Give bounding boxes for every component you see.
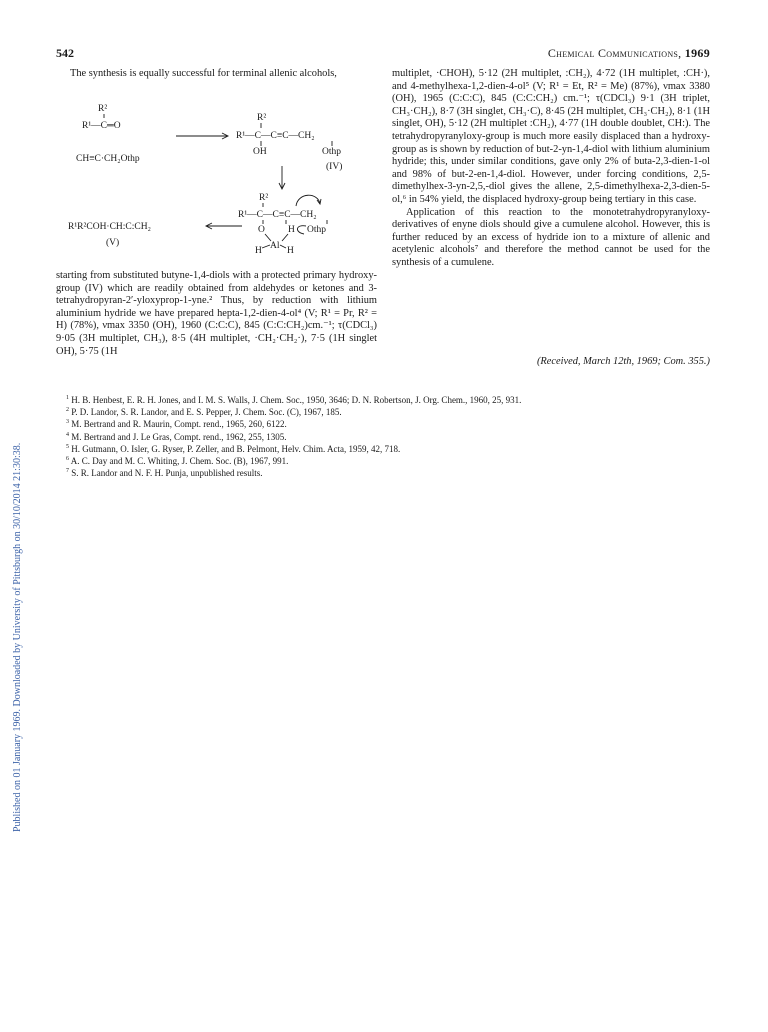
download-notice: Published on 01 January 1969. Downloaded by University of Pittsburgh on 30/10/2014 21:30:38. (12, 442, 23, 832)
scheme-complex-h3: H (287, 246, 294, 256)
scheme-reactant-r2: R² (98, 104, 108, 114)
scheme-complex-al: Al (270, 241, 280, 251)
running-header (548, 46, 710, 61)
reference-item: $^2$ P. D. Landor, S. R. Landor, and E. S. Pepper, J. Chem. Soc. (C), 1967, 185. (66, 407, 342, 418)
left-column-intro (56, 68, 377, 81)
reaction-scheme (56, 96, 386, 271)
scheme-complex-othp: Othp (307, 225, 326, 235)
reference-item: $^1$ H. B. Henbest, E. R. H. Jones, and I. M. S. Walls, J. Chem. Soc., 1950, 3646; D. N. Robertson, J. Org. Chem., 1960, 25, 931. (66, 395, 522, 405)
reference-item: $^3$ M. Bertrand and R. Maurin, Compt. rend., 1965, 260, 6122. (66, 419, 287, 430)
scheme-allene-product: R¹R²COH·CH:C:CH₂ (68, 222, 151, 232)
left-body-paragraph: starting from substituted butyne-1,4-diols with a protected primary hydroxy-group (IV) which are readily obtained from aldehydes or ketones and 3-tetrahydropyran-2′-yloxyprop-1-yne.² Thus, by reduction with lithium aluminium hydride we have prepared hepta-1,2-dien-4-ol⁴ (V; R¹ = Pr, R² = H) (78%), νmax 3350 (OH), 1960 (C:C:C), 845 (C:C:CH₂)cm.⁻¹; τ(CDCl₃) 9·05 (3H multiplet, CH₃), 8·5 (4H multiplet, ·CH₂·CH₂·), 7·5 (1H singlet OH), 5·75 (1H (56, 270, 377, 357)
intro-paragraph: The synthesis is equally successful for terminal allenic alcohols, (70, 68, 337, 79)
scheme-propyne: CH≡C·CH₂Othp (76, 154, 140, 164)
scheme-complex-h2: H (255, 246, 262, 256)
reference-item: $^6$ A. C. Day and M. C. Whiting, J. Chem. Soc. (B), 1967, 991. (66, 456, 289, 467)
scheme-complex-r2: R² (259, 193, 269, 203)
page-number: 542 (56, 46, 74, 60)
scheme-complex-chain: R¹—C—C≡C—CH₂ (238, 210, 317, 220)
scheme-complex-o: O (258, 225, 265, 235)
left-column-body (56, 270, 377, 358)
download-sidebar (4, 208, 23, 832)
right-column (392, 68, 710, 270)
reference-item: $^4$ M. Bertrand and J. Le Gras, Compt. rend., 1962, 255, 1305. (66, 431, 287, 442)
scheme-product-chain: R¹—C—C≡C—CH₂ (236, 131, 315, 141)
references-list (66, 393, 726, 478)
received-date: (Received, March 12th, 1969; Com. 355.) (536, 356, 710, 367)
scheme-product-r2: R² (257, 113, 267, 123)
scheme-label-iv: (IV) (326, 162, 343, 172)
scheme-reactant-ketone: R¹—C═O (82, 121, 121, 131)
scheme-product-oh: OH (253, 147, 267, 157)
right-body-paragraph: multiplet, ·CHOH), 5·12 (2H multiplet, :CH₂), 4·72 (1H multiplet, :CH·), and 4-methylhexa-1,2-dien-4-ol⁵ (V; R¹ = Et, R² = Me) (87%), νmax 3380 (OH), 1965 (C:C:C), 845 (C:C:CH₂) cm.⁻¹; τ(CDCl₃) 9·1 (3H triplet, CH₃·CH₂), 8·7 (3H singlet, CH₃·C), 8·45 (2H multiplet, CH₃·CH₂), 8·1 (1H singlet, OH), 5·12 (2H multiplet :CH₂), 4·77 (1H double doublet, CH:). The tetrahydropyranyloxy-group is much more easily displaced than a hydroxy-group as is shown by reduction of but-2-yn-1,4-diol with lithium aluminium hydride; this, under similar conditions, gave only 2% of buta-2,3-dien-1-ol and 98% of but-2-en-1,4-diol. However, under forcing conditions, 2,5-dimethylhex-3-yn-2,5,-diol gives the allene, 2,5-dimethylhexa-2,3-dien-5-ol,⁶ in 54% yield, the displaced hydroxy-group being tertiary in this case. (392, 68, 710, 205)
reference-item: $^5$ H. Gutmann, O. Isler, G. Ryser, P. Zeller, and B. Pelmont, Helv. Chim. Acta, 1959, 42, 718. (66, 443, 401, 454)
scheme-label-v: (V) (106, 238, 120, 248)
journal-year: 1969 (684, 46, 710, 60)
scheme-complex-h1: H (288, 225, 295, 235)
scheme-product-othp: Othp (322, 147, 341, 157)
journal-title: Chemical Communications, (547, 46, 682, 60)
reference-item: $^7$ S. R. Landor and N. F. H. Punja, unpublished results. (66, 468, 263, 479)
right-second-paragraph: Application of this reaction to the monotetrahydropyranyloxy-derivatives of enyne diols should give a cumulene alcohol. However, this is further reduced by an excess of hydride ion to a mixture of allenic and acetylenic alcohols⁷ and therefore the method cannot be used for the synthesis of a cumulene. (392, 206, 710, 268)
